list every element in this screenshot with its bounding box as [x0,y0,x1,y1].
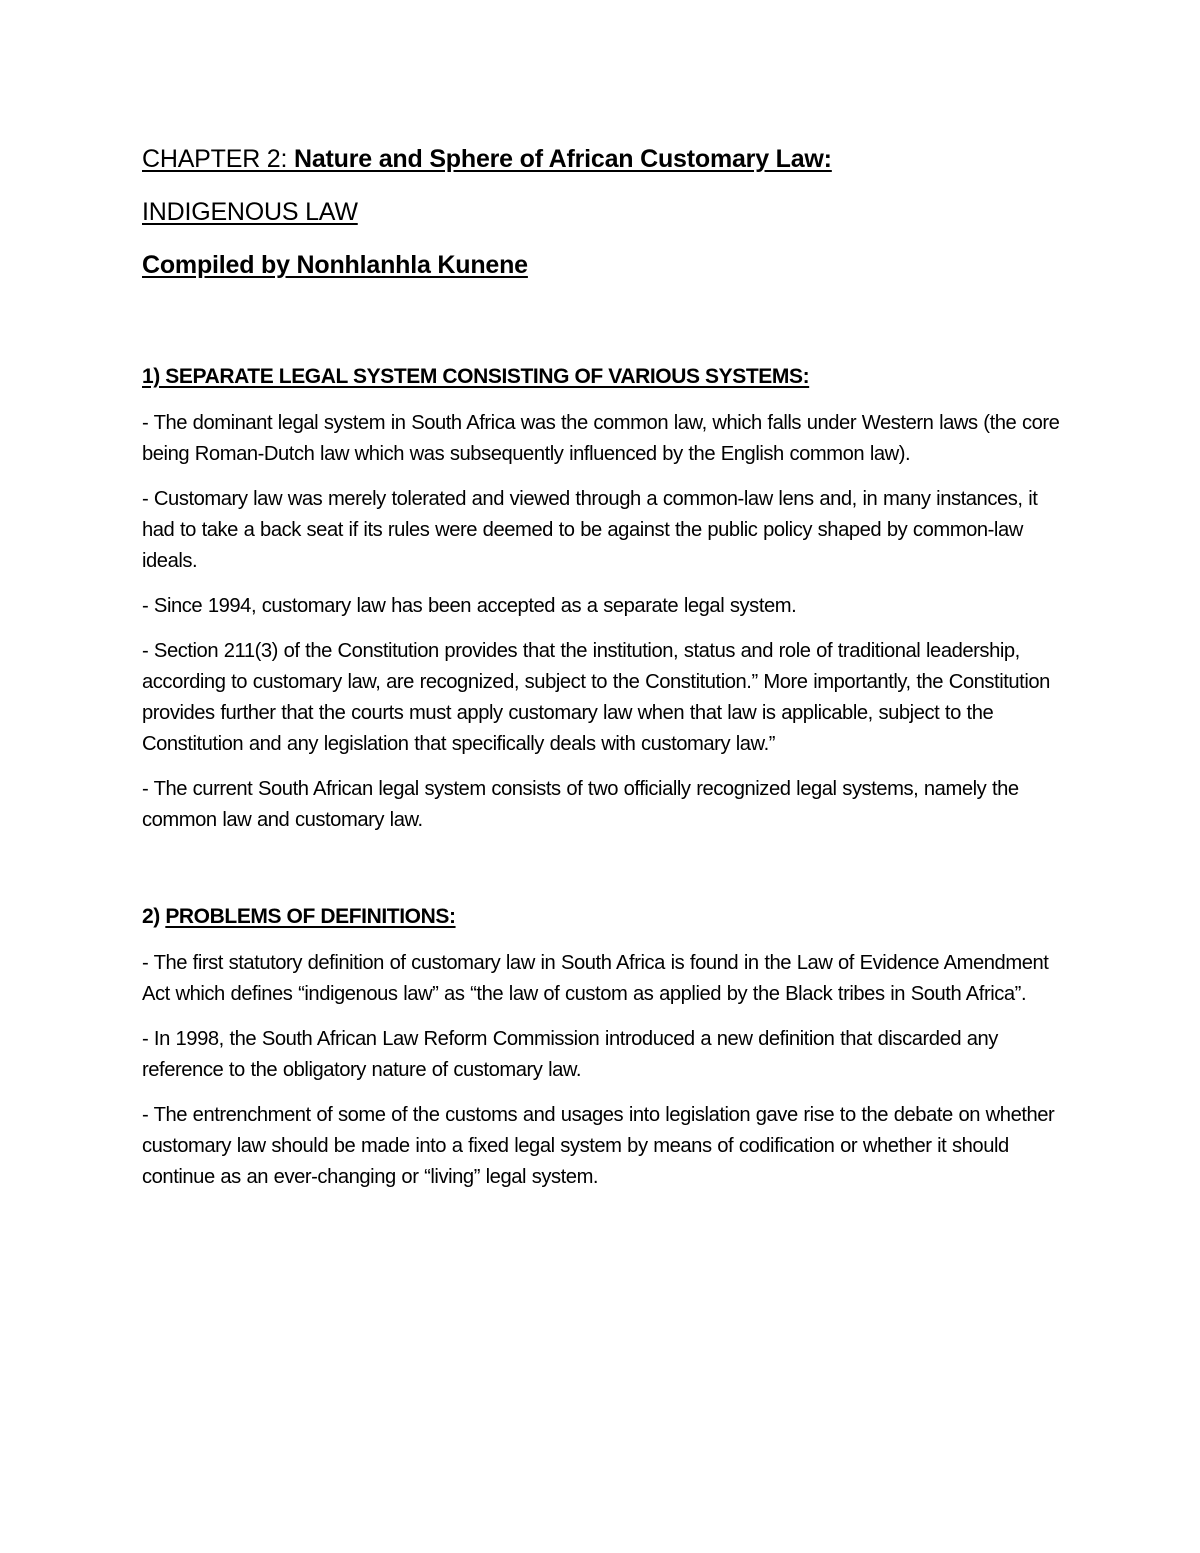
chapter-title [142,142,1072,176]
paragraph: - Section 211(3) of the Constitution provides that the institution, status and role of traditional leadership, according to customary law, are recognized, subject to the Constitution.” More importantly, the Constitution provides further that the courts must apply customary law when that law is applicable, subject to the Constitution and any legislation that specifically deals with customary law.” [142,640,1050,755]
paragraph: - The dominant legal system in South Africa was the common law, which falls under Western laws (the core being Roman-Dutch law which was subsequently influenced by the English common law). [142,412,1060,465]
chapter-title-prefix: CHAPTER 2: [142,145,294,173]
document-subtitle: INDIGENOUS LAW [142,198,358,226]
section-heading-separate-legal-system: 1) SEPARATE LEGAL SYSTEM CONSISTING OF VARIOUS SYSTEMS: [142,365,810,388]
section-heading-problems-of-definitions [142,902,1072,932]
paragraph: - In 1998, the South African Law Reform Commission introduced a new definition that discarded any reference to the obligatory nature of customary law. [142,1028,998,1081]
section-heading-text: PROBLEMS OF DEFINITIONS: [165,905,456,928]
paragraph: - Customary law was merely tolerated and viewed through a common-law lens and, in many instances, it had to take a back seat if its rules were deemed to be against the public policy shaped by common-law ideals. [142,488,1038,572]
paragraph: - The entrenchment of some of the customs and usages into legislation gave rise to the debate on whether customary law should be made into a fixed legal system by means of codification or whether it should continue as an ever-changing or “living” legal system. [142,1104,1055,1188]
author-line: Compiled by Nonhlanhla Kunene [142,251,528,279]
paragraph: - The first statutory definition of customary law in South Africa is found in the Law of Evidence Amendment Act which defines “indigenous law” as “the law of custom as applied by the Black tribes in South Africa”. [142,952,1049,1005]
section-heading-number: 2) [142,905,166,928]
document-content [142,142,1072,1193]
paragraph: - Since 1994, customary law has been accepted as a separate legal system. [142,595,797,617]
chapter-title-main: Nature and Sphere of African Customary Law: [294,145,832,173]
paragraph: - The current South African legal system consists of two officially recognized legal systems, namely the common law and customary law. [142,778,1019,831]
